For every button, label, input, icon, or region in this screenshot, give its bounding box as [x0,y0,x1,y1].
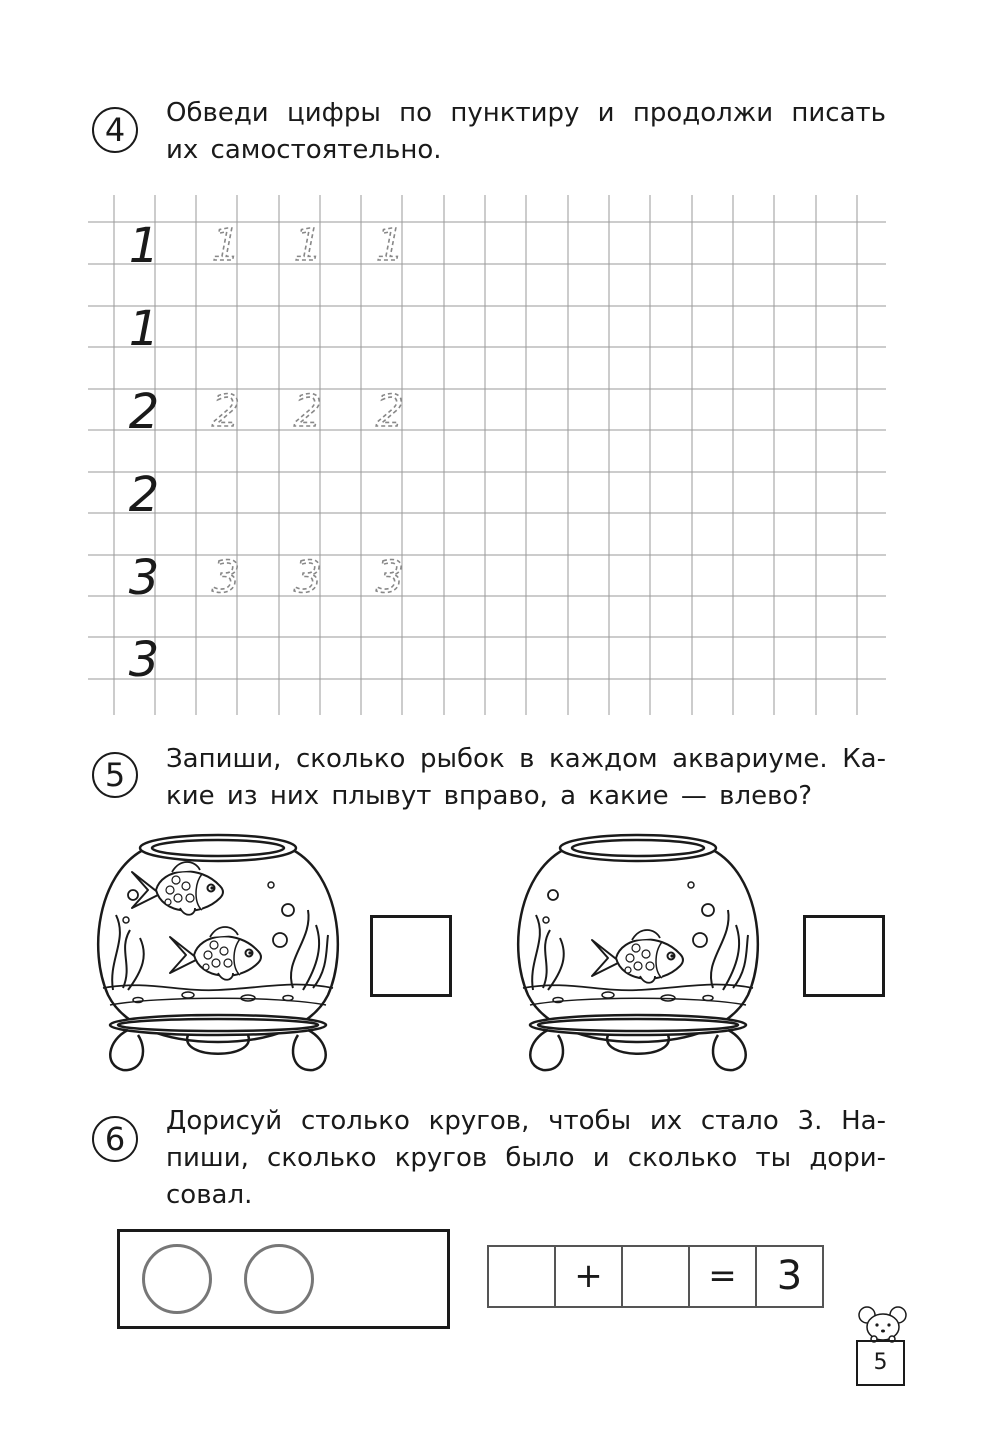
task-5-line-1: Запиши, сколько рыбок в каждом аквариуме. Ка- [166,744,886,774]
equation-equals: = [690,1247,757,1306]
task-5-number: 5 [92,752,138,798]
traced-digit[interactable]: 3 [376,552,404,603]
answer-box-aquarium-1[interactable] [370,915,452,997]
task-4-number: 4 [92,107,138,153]
writing-grid[interactable] [0,0,987,720]
circle-drawn-2 [244,1244,314,1314]
traced-digit[interactable]: 2 [294,386,322,437]
sample-digit: 1 [128,301,160,357]
answer-box-aquarium-2[interactable] [803,915,885,997]
traced-digit[interactable]: 2 [212,386,240,437]
sample-digit: 2 [128,467,160,523]
task-4-line-2: их самостоятельно. [166,135,442,165]
task-6-line-1: Дорисуй столько кругов, чтобы их стало 3. На- [166,1106,886,1136]
equation-plus: + [556,1247,623,1306]
task-5-line-2: кие из них плывут вправо, а какие — влево? [166,781,813,811]
equation-row [487,1245,824,1308]
traced-digit[interactable]: 3 [294,552,322,603]
circle-drawn-1 [142,1244,212,1314]
task-6-line-3: совал. [166,1180,253,1210]
traced-digit[interactable]: 1 [294,220,322,271]
fish-right-icon [132,862,223,915]
task-4-line-1: Обведи цифры по пунктиру и продолжи писать [166,98,886,128]
task-6-instructions [166,1103,886,1214]
sample-digit: 3 [128,550,160,606]
sample-digit: 1 [128,218,160,274]
fish-right-icon [170,927,261,980]
fish-icon [592,930,683,983]
sample-digit: 2 [128,384,160,440]
traced-digit[interactable]: 3 [212,552,240,603]
aquarium-1 [88,830,348,1075]
equation-result: 3 [776,1253,803,1299]
circles-drawing-box[interactable] [117,1229,450,1329]
equation-blank-b[interactable] [623,1247,690,1306]
mouse-icon [856,1305,912,1343]
task-6-line-2: пиши, сколько кругов было и сколько ты дори- [166,1143,886,1173]
page-number: 5 [856,1340,905,1386]
sample-digit: 3 [128,632,160,688]
traced-digit[interactable]: 2 [376,386,404,437]
aquarium-2 [508,830,768,1075]
traced-digit[interactable]: 1 [376,220,404,271]
equation-blank-a[interactable] [489,1247,556,1306]
task-6-number: 6 [92,1116,138,1162]
task-5-instructions [166,741,886,815]
traced-digit[interactable]: 1 [212,220,240,271]
